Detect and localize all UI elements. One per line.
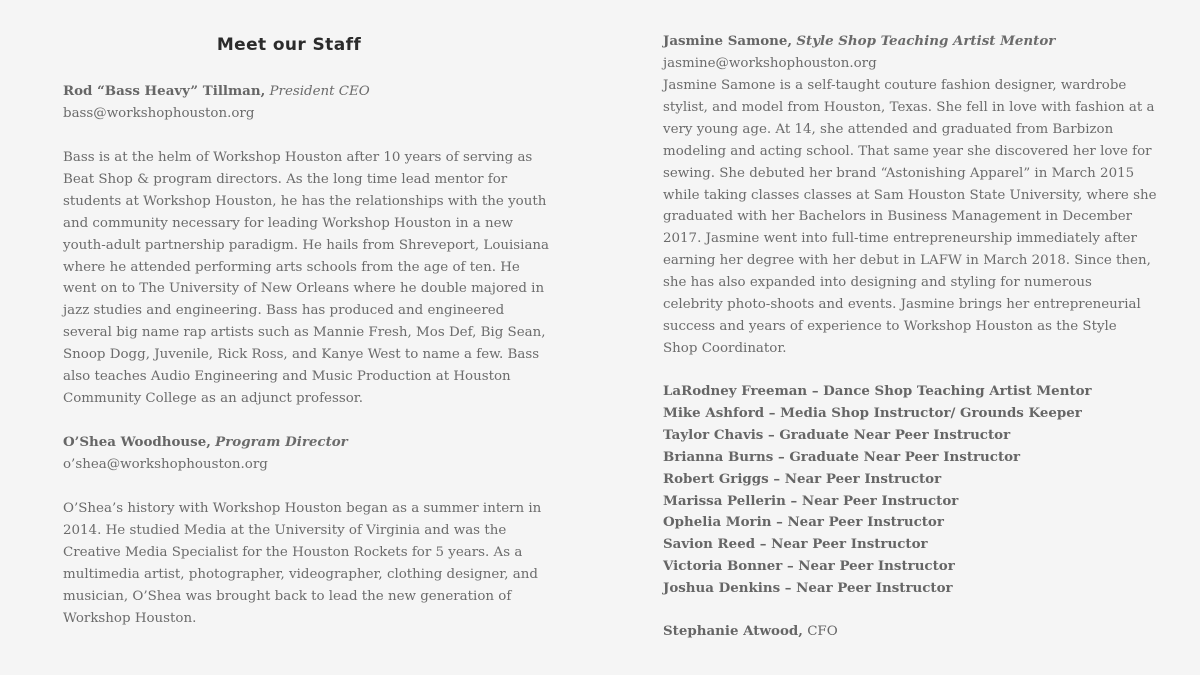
- bio-line: sewing. She debuted her brand “Astonishing Apparel” in March 2015: [663, 165, 1135, 181]
- staff-entry-rod: [63, 81, 370, 125]
- bio-line: she has also expanded into designing and styling for numerous: [663, 275, 1092, 291]
- bio-line: Shop Coordinator.: [663, 340, 787, 356]
- bio-line: where he attended performing arts schools from the age of ten. He: [63, 259, 520, 275]
- list-item: Robert Griggs – Near Peer Instructor: [663, 470, 942, 487]
- bio-line: Bass is at the helm of Workshop Houston after 10 years of serving as: [63, 150, 533, 165]
- staff-heading: [663, 31, 1055, 53]
- staff-email: bass@workshophouston.org: [63, 105, 255, 121]
- staff-entry-jasmine: [663, 31, 1055, 75]
- staff-role: CFO: [807, 624, 838, 639]
- list-item: Marissa Pellerin – Near Peer Instructor: [663, 492, 959, 509]
- bio-line: jazz studies and engineering. Bass has produced and engineered: [63, 303, 505, 319]
- bio-line: Snoop Dogg, Juvenile, Rick Ross, and Kanye West to name a few. Bass: [63, 347, 540, 363]
- staff-role: President CEO: [269, 84, 370, 99]
- staff-bio-rod: [63, 147, 549, 410]
- bio-line: modeling and acting school. That same year she discovered her love for: [663, 143, 1152, 159]
- staff-email: jasmine@workshophouston.org: [663, 55, 877, 71]
- staff-email: o’shea@workshophouston.org: [63, 456, 268, 472]
- bio-line: Beat Shop & program directors. As the long time lead mentor for: [63, 171, 508, 187]
- list-item: LaRodney Freeman – Dance Shop Teaching Artist Mentor: [663, 383, 1092, 399]
- bio-line: multimedia artist, photographer, videographer, clothing designer, and: [63, 566, 538, 582]
- staff-bio-oshea: [63, 498, 541, 629]
- staff-heading: [63, 81, 370, 103]
- bio-line: Creative Media Specialist for the Houston Rockets for 5 years. As a: [63, 544, 523, 560]
- staff-list: [663, 381, 1092, 600]
- staff-name: O’Shea Woodhouse,: [63, 434, 211, 450]
- bio-line: 2014. He studied Media at the University of Virginia and was the: [63, 522, 507, 538]
- staff-name: Rod “Bass Heavy” Tillman,: [63, 83, 266, 99]
- bio-line: Workshop Houston.: [63, 610, 197, 626]
- list-item: Ophelia Morin – Near Peer Instructor: [663, 514, 944, 531]
- list-item: Taylor Chavis – Graduate Near Peer Instructor: [663, 426, 1011, 443]
- bio-line: went on to The University of New Orleans where he double majored in: [63, 281, 545, 297]
- staff-role: Program Director: [215, 434, 348, 450]
- staff-name: Jasmine Samone,: [663, 33, 793, 49]
- bio-line: celebrity photo-shoots and events. Jasmine brings her entrepreneurial: [663, 297, 1141, 313]
- bio-line: 2017. Jasmine went into full-time entrepreneurship immediately after: [663, 231, 1137, 247]
- staff-bio-jasmine: [663, 75, 1157, 360]
- staff-entry-oshea: [63, 432, 348, 476]
- bio-line: stylist, and model from Houston, Texas. She fell in love with fashion at a: [663, 99, 1155, 115]
- bio-line: students at Workshop Houston, he has the relationships with the youth: [63, 193, 547, 209]
- list-item: Savion Reed – Near Peer Instructor: [663, 536, 928, 553]
- list-item: Victoria Bonner – Near Peer Instructor: [663, 558, 955, 575]
- bio-line: Community College as an adjunct professor.: [63, 390, 363, 406]
- bio-line: musician, O’Shea was brought back to lead the new generation of: [63, 588, 512, 604]
- list-item: Joshua Denkins – Near Peer Instructor: [663, 580, 953, 597]
- staff-role: Style Shop Teaching Artist Mentor: [796, 33, 1056, 49]
- bio-line: very young age. At 14, she attended and graduated from Barbizon: [663, 121, 1114, 137]
- list-item: Brianna Burns – Graduate Near Peer Instructor: [663, 448, 1021, 465]
- page-title: Meet our Staff: [216, 35, 362, 55]
- bio-line: O’Shea’s history with Workshop Houston began as a summer intern in: [63, 501, 542, 516]
- staff-entry-cfo: [663, 621, 838, 643]
- bio-line: and community necessary for leading Workshop Houston in a new: [63, 215, 514, 231]
- bio-line: Jasmine Samone is a self-taught couture fashion designer, wardrobe: [663, 78, 1127, 93]
- bio-line: graduated with her Bachelors in Business Management in December: [663, 209, 1133, 225]
- bio-line: also teaches Audio Engineering and Music Production at Houston: [63, 369, 511, 385]
- bio-line: several big name rap artists such as Mannie Fresh, Mos Def, Big Sean,: [63, 325, 546, 341]
- staff-heading: [63, 432, 348, 454]
- bio-line: success and years of experience to Workshop Houston as the Style: [663, 318, 1117, 334]
- bio-line: youth-adult partnership paradigm. He hails from Shreveport, Louisiana: [63, 237, 550, 253]
- list-item: Mike Ashford – Media Shop Instructor/ Grounds Keeper: [663, 404, 1082, 421]
- bio-line: earning her degree with her debut in LAFW in March 2018. Since then,: [663, 253, 1151, 269]
- staff-name: Stephanie Atwood,: [663, 623, 803, 639]
- staff-heading: [663, 621, 838, 643]
- bio-line: while taking classes classes at Sam Houston State University, where she: [663, 187, 1157, 203]
